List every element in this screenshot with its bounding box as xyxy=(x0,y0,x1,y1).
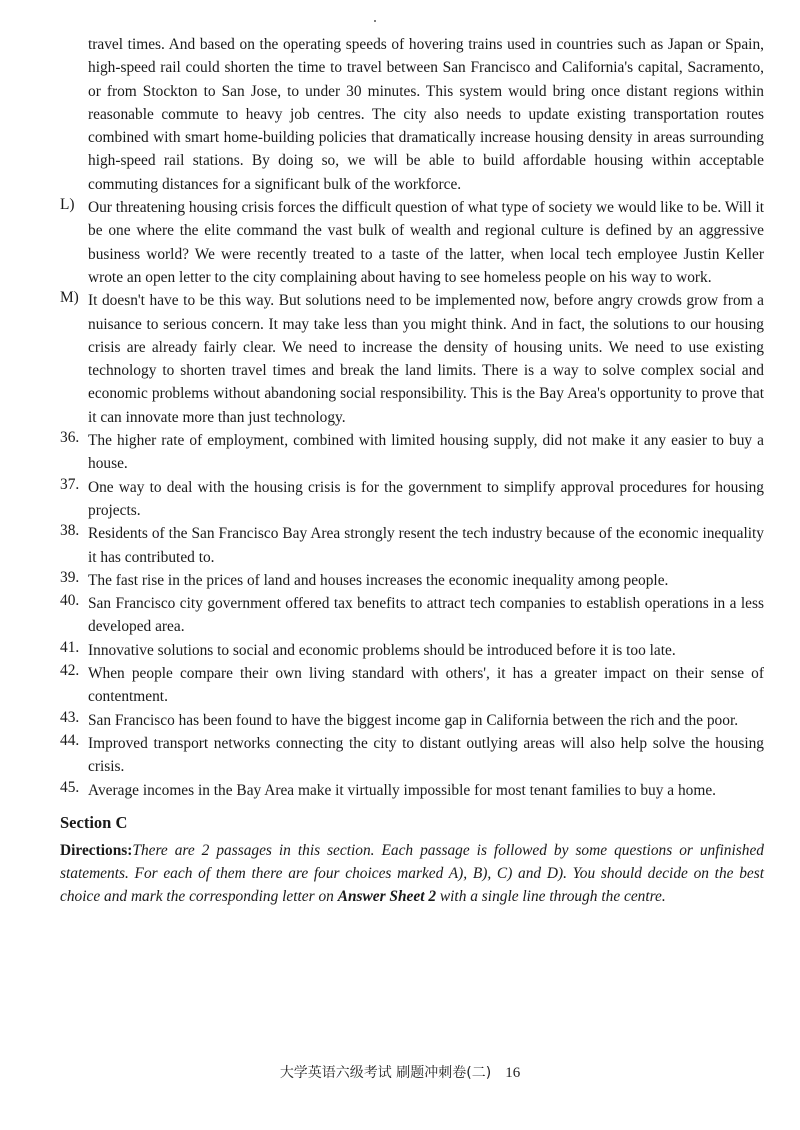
page-footer xyxy=(0,1062,800,1082)
statement-42 xyxy=(60,662,764,709)
statement-44 xyxy=(60,732,764,779)
statement-number: 38. xyxy=(60,522,80,540)
statement-text: Innovative solutions to social and economic problems should be introduced before it is too late. xyxy=(88,641,676,659)
directions xyxy=(60,839,764,909)
statement-number: 41. xyxy=(60,638,80,656)
statement-number: 43. xyxy=(60,708,80,726)
directions-label: Directions: xyxy=(60,841,133,859)
section-heading: Section C xyxy=(60,812,128,832)
statement-number: 40. xyxy=(60,592,80,610)
paragraph-label: L) xyxy=(60,196,75,214)
statement-text: Improved transport networks connecting the city to distant outlying areas will also help solve the housing crisis. xyxy=(88,734,764,776)
statement-text: Residents of the San Francisco Bay Area strongly resent the tech industry because of the economic inequality it has contributed to. xyxy=(88,525,764,566)
statement-text: When people compare their own living standard with others', it has a greater impact on their sense of contentment. xyxy=(88,665,764,706)
statement-number: 39. xyxy=(60,568,80,586)
print-speck xyxy=(374,20,376,22)
statement-number: 45. xyxy=(60,778,80,796)
paragraph-text: Our threatening housing crisis forces the difficult question of what type of society we would like to be. Will it be one where the elite command the vast bulk of wealth and regional culture is defined by an aggressive business world? We were recently treated to a taste of the latter, when local tech employee Justin Keller wrote an open letter to the city complaining about having to see homeless people on his way to work. xyxy=(88,199,764,286)
paragraph-text: It doesn't have to be this way. But solutions need to be implemented now, before angry crowds grow from a nuisance to serious concern. It may take less than you might think. And in fact, the solutions to our housing crisis are already fairly clear. We need to increase the density of housing units. We need to use existing technology to shorten travel times and break the land limits. There is a way to solve complex social and economic problems without abandoning social responsibility. This is the Bay Area's opportunity to prove that it can innovate more than just technology. xyxy=(88,292,764,426)
statement-43 xyxy=(60,709,764,732)
directions-text-end: with a single line through the centre. xyxy=(436,888,666,906)
statement-list xyxy=(60,429,764,802)
statement-41 xyxy=(60,639,764,662)
footer-title: 大学英语六级考试 刷题冲刺卷(二) xyxy=(279,1065,492,1081)
statement-40 xyxy=(60,592,764,639)
answer-sheet-label: Answer Sheet 2 xyxy=(337,888,437,906)
page-content xyxy=(60,33,764,909)
statement-39 xyxy=(60,569,764,592)
statement-text: San Francisco has been found to have the biggest income gap in California between the rich and the poor. xyxy=(88,711,739,729)
paragraph-M xyxy=(60,289,764,429)
statement-text: The fast rise in the prices of land and houses increases the economic inequality among people. xyxy=(88,571,669,589)
statement-text: San Francisco city government offered tax benefits to attract tech companies to establish operations in a less developed area. xyxy=(88,595,764,636)
statement-45 xyxy=(60,779,764,802)
statement-number: 37. xyxy=(60,475,80,493)
statement-37 xyxy=(60,476,764,523)
statement-number: 36. xyxy=(60,429,80,447)
statement-text: Average incomes in the Bay Area make it virtually impossible for most tenant families to buy a home. xyxy=(88,781,717,799)
paragraph-continuation: travel times. And based on the operating speeds of hovering trains used in countries such as Japan or Spain, high-speed rail could shorten the time to travel between San Francisco and California's capital, Sacramento, or from Stockton to San Jose, to under 30 minutes. This system would bring once distant regions within reasonable commute to heavy job centres. The city also needs to update existing transportation routes combined with smart home-building policies that dramatically increase housing density in areas surrounding high-speed rail stations. By doing so, we will be able to build affordable housing within acceptable commuting distances for a significant bulk of the workforce. xyxy=(88,36,764,193)
paragraph-L xyxy=(60,196,764,289)
statement-number: 44. xyxy=(60,731,80,749)
paragraph-label: M) xyxy=(60,289,79,307)
statement-number: 42. xyxy=(60,662,80,680)
page-number: 16 xyxy=(505,1065,521,1081)
statement-38 xyxy=(60,522,764,569)
statement-text: The higher rate of employment, combined with limited housing supply, did not make it any easier to buy a house. xyxy=(88,432,764,473)
statement-36 xyxy=(60,429,764,476)
statement-text: One way to deal with the housing crisis is for the government to simplify approval procedures for housing projects. xyxy=(88,478,764,519)
directions-text: There are 2 passages in this section. Each passage is followed by some questions or unfinished statements. For each of them there are four choices marked A), B), C) and D). You should decide on the best choice and mark the corresponding letter on xyxy=(60,841,764,906)
